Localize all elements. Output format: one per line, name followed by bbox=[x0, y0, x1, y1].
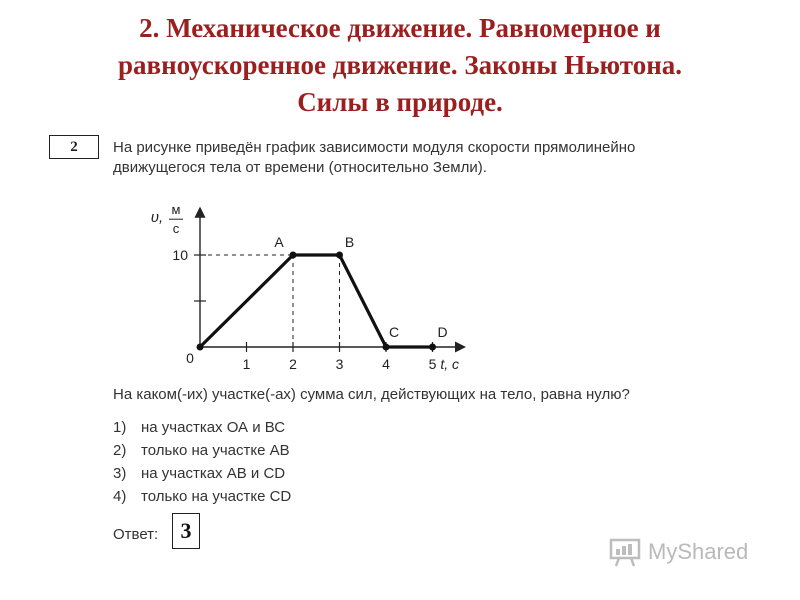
velocity-time-graph bbox=[130, 190, 460, 380]
point-D bbox=[429, 344, 436, 351]
task-text bbox=[113, 138, 753, 178]
option-3-text: на участках АВ и CD bbox=[141, 465, 286, 482]
answer-options bbox=[113, 416, 291, 508]
option-2-text: только на участке АВ bbox=[141, 442, 290, 459]
option-1 bbox=[113, 416, 291, 439]
x-axis-label: t, с bbox=[440, 356, 460, 372]
point-label-0: 0 bbox=[186, 350, 194, 366]
option-1-text: на участках ОА и ВС bbox=[141, 419, 286, 436]
x-tick-label-4: 4 bbox=[382, 356, 390, 372]
y-tick-label-10: 10 bbox=[172, 247, 188, 263]
point-label-A: A bbox=[274, 234, 284, 250]
option-4 bbox=[113, 485, 291, 508]
option-4-text: только на участке CD bbox=[141, 488, 292, 505]
task-text-line-1: На рисунке приведён график зависимости модуля скорости прямолинейно bbox=[113, 139, 636, 156]
option-2-number: 2) bbox=[113, 442, 127, 459]
y-axis-unit-denominator: с bbox=[172, 221, 180, 237]
point-C bbox=[383, 344, 390, 351]
y-axis-symbol: υ, bbox=[150, 209, 164, 227]
option-3 bbox=[113, 462, 291, 485]
title-line-2: равноускоренное движение. Законы Ньютона. bbox=[117, 50, 683, 80]
presentation-icon bbox=[608, 537, 642, 567]
task-text-line-2: движущегося тела от времени (относительно Земли). bbox=[113, 159, 487, 176]
watermark-text: MyShared bbox=[648, 539, 749, 564]
x-tick-label-2: 2 bbox=[289, 356, 297, 372]
option-4-number: 4) bbox=[113, 488, 127, 505]
option-3-number: 3) bbox=[113, 465, 127, 482]
title-line-1: 2. Механическое движение. Равномерное и bbox=[139, 13, 661, 43]
point-label-C: C bbox=[388, 324, 400, 340]
point-label-D: D bbox=[437, 324, 448, 340]
x-tick-label-1: 1 bbox=[242, 356, 251, 372]
point-label-B: B bbox=[344, 234, 355, 250]
title-line-3: Силы в природе. bbox=[297, 87, 503, 117]
question-text: На каком(-их) участке(-ах) сумма сил, действующих на тело, равна нулю? bbox=[113, 386, 630, 403]
answer-box: 3 bbox=[172, 513, 200, 549]
y-axis-unit-numerator: м bbox=[171, 202, 181, 218]
page-title bbox=[0, 10, 800, 121]
point-B bbox=[336, 252, 343, 259]
option-2 bbox=[113, 439, 291, 462]
point-A bbox=[290, 252, 297, 259]
option-1-number: 1) bbox=[113, 419, 127, 436]
task-number-box: 2 bbox=[49, 135, 99, 159]
answer-label: Ответ: bbox=[113, 526, 159, 543]
point-0 bbox=[197, 344, 204, 351]
x-tick-label-5: 5 bbox=[428, 356, 437, 372]
myshared-watermark bbox=[608, 537, 748, 567]
x-tick-label-3: 3 bbox=[335, 356, 344, 372]
